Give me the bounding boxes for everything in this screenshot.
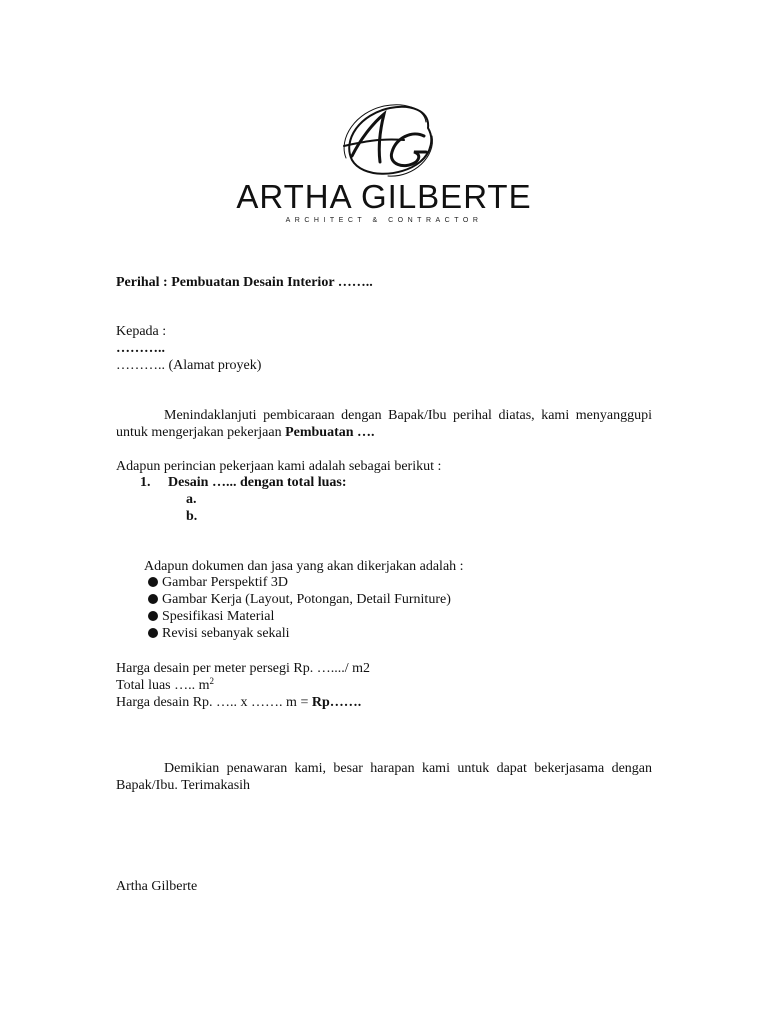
details-sub-b: b. xyxy=(186,509,198,524)
company-name: ARTHA GILBERTE xyxy=(236,178,532,215)
company-logo xyxy=(0,100,768,240)
details-item-number: 1. xyxy=(140,475,151,490)
bullet-icon xyxy=(148,577,158,587)
signature: Artha Gilberte xyxy=(116,879,198,894)
price-formula: Harga desain Rp. ….. x ……. m = Rp……. xyxy=(116,695,362,710)
details-lead: Adapun perincian pekerjaan kami adalah sebagai berikut : xyxy=(116,459,442,474)
letter-subject: Perihal : Pembuatan Desain Interior …….. xyxy=(116,275,373,290)
documents-item: Gambar Perspektif 3D xyxy=(148,574,288,591)
intro-paragraph: Menindaklanjuti pembicaraan dengan Bapak/Ibu perihal diatas, kami menyanggupi untuk mengerjakan pekerjaan Pembuatan …. xyxy=(116,408,652,440)
bullet-icon xyxy=(148,628,158,638)
documents-lead: Adapun dokumen dan jasa yang akan dikerjakan adalah : xyxy=(144,559,464,574)
ag-monogram-icon xyxy=(0,100,768,180)
details-sub-a: a. xyxy=(186,492,197,507)
recipient-label: Kepada : xyxy=(116,324,167,339)
recipient-name: ……….. xyxy=(116,341,165,356)
details-item-text: Desain …... dengan total luas: xyxy=(168,475,347,490)
recipient-address: ……….. (Alamat proyek) xyxy=(116,358,262,373)
bullet-icon xyxy=(148,611,158,621)
closing-paragraph: Demikian penawaran kami, besar harapan kami untuk dapat bekerjasama dengan Bapak/Ibu. Terimakasih xyxy=(116,761,652,793)
company-tagline: ARCHITECT & CONTRACTOR xyxy=(285,217,483,224)
documents-item: Revisi sebanyak sekali xyxy=(148,625,290,642)
documents-item: Spesifikasi Material xyxy=(148,608,274,625)
bullet-icon xyxy=(148,594,158,604)
price-per-meter: Harga desain per meter persegi Rp. …..../ m2 xyxy=(116,661,371,676)
documents-item: Gambar Kerja (Layout, Potongan, Detail Furniture) xyxy=(148,591,451,608)
total-area: Total luas ….. $m^2$ xyxy=(116,676,215,693)
